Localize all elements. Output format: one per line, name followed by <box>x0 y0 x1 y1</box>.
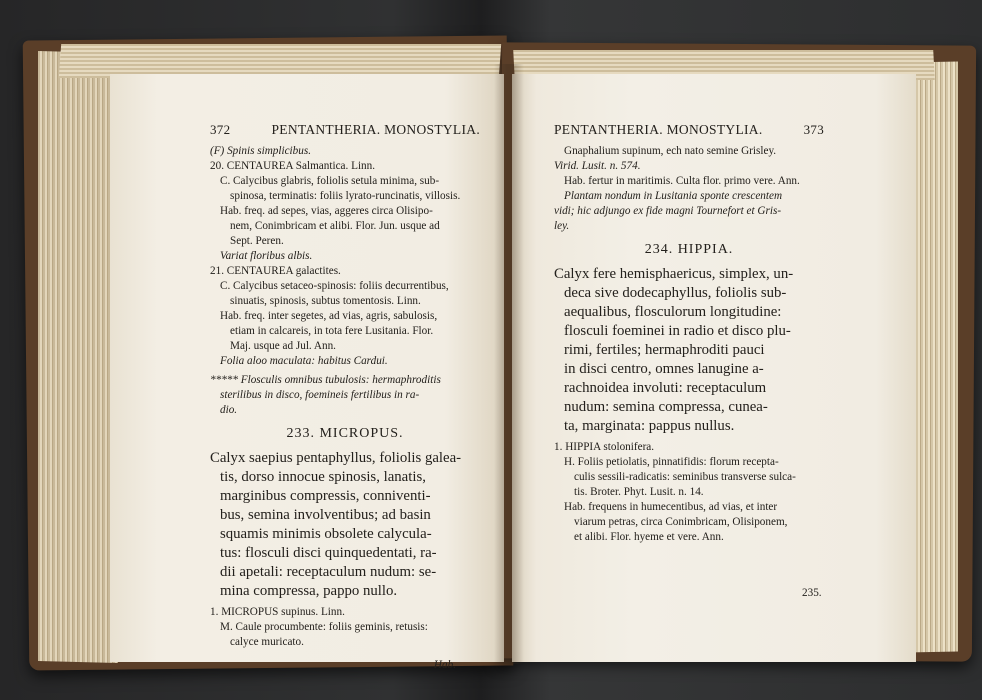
text-line: Plantam nondum in Lusitania sponte crescentem <box>564 190 783 202</box>
species-heading: 1. MICROPUS supinus. Linn. <box>210 606 345 618</box>
text-line: (F) Spinis simplicibus. <box>210 145 311 157</box>
text-line: vidi; hic adjungo ex fide magni Tournefort et Gris- <box>554 205 782 217</box>
text-line: C. Calycibus glabris, foliolis setula minima, sub- <box>220 175 440 187</box>
text-line: Sept. Peren. <box>230 235 284 247</box>
text-line: et alibi. Flor. hyeme et vere. Ann. <box>574 531 724 543</box>
text-line: Gnaphalium supinum, ech nato semine Grisley. <box>564 145 777 157</box>
genus-description-line: Calyx fere hemisphaericus, simplex, un- <box>554 266 794 282</box>
genus-title: 233. MICROPUS. <box>286 426 404 441</box>
species-heading: 21. CENTAUREA galactites. <box>210 265 341 277</box>
genus-description-line: mina compressa, pappo nullo. <box>220 583 398 599</box>
text-line: ley. <box>554 220 570 232</box>
catchword: Hab. <box>433 659 456 671</box>
genus-description-line: decа sive dodecaphyllus, foliolis sub- <box>564 285 787 301</box>
genus-description-line: tus: flosculi disci quinquedentati, ra- <box>220 545 437 561</box>
text-line: Hab. freq. inter segetes, ad vias, agris, sabulosis, <box>220 310 438 322</box>
genus-description-line: squamis minimis obsolete calycula- <box>220 526 432 542</box>
genus-description-line: aequalibus, flosculorum longitudine: <box>564 304 782 320</box>
text-line: Hab. frequens in humecentibus, ad vias, et inter <box>564 501 778 513</box>
right-page-content <box>512 74 824 545</box>
signature-mark: 235. <box>802 587 822 599</box>
genus-description-line: marginibus compressis, conniventi- <box>220 488 431 504</box>
text-line: etiam in calcareis, in tota fere Lusitania. Flor. <box>230 325 434 337</box>
text-line: M. Caule procumbente: foliis geminis, retusis: <box>220 621 428 633</box>
left-page-content <box>110 74 504 673</box>
left-page-number: 372 <box>210 122 231 137</box>
genus-description-line: tis, dorso innocue spinosis, lanatis, <box>220 469 426 485</box>
species-heading: 20. CENTAUREA Salmantica. Linn. <box>210 160 376 172</box>
page-edges-left <box>38 51 118 663</box>
text-line: C. Calycibus setaceo-spinosis: foliis decurrentibus, <box>220 280 449 292</box>
text-line: Folia aloo maculata: habitus Cardui. <box>220 355 388 367</box>
book-gutter <box>494 64 524 664</box>
left-running-head <box>210 122 480 138</box>
genus-description-line: ta, marginata: pappus nullus. <box>564 418 735 434</box>
text-line: Variat floribus albis. <box>220 250 313 262</box>
text-line: spinosa, terminatis: foliis lyrato-runcinatis, villosis. <box>230 190 461 202</box>
text-line: calyce muricato. <box>230 636 304 648</box>
text-line: Maj. usque ad Jul. Ann. <box>230 340 336 352</box>
text-line: Hab. freq. ad sepes, vias, aggeres circa Olisipo- <box>220 205 433 217</box>
right-running-head <box>554 122 824 138</box>
text-line: nem, Conimbricam et alibi. Flor. Jun. usque ad <box>230 220 440 232</box>
genus-title: 234. HIPPIA. <box>644 242 734 257</box>
text-line: culis sessili-radicatis: seminibus transverse sulca- <box>574 471 796 483</box>
genus-description-line: flosculi foeminei in radio et disco plu- <box>564 323 791 339</box>
genus-description-line: Calyx saepius pentaphyllus, foliolis galea- <box>210 450 462 466</box>
right-running-head-text: PENTANTHERIA. MONOSTYLIA. <box>554 122 763 137</box>
right-page-number: 373 <box>803 122 824 137</box>
text-line: H. Foliis petiolatis, pinnatifidis: florum recepta- <box>564 456 779 468</box>
text-line: Virid. Lusit. n. 574. <box>554 160 641 172</box>
text-line: ***** Flosculis omnibus tubulosis: hermaphroditis <box>210 374 441 386</box>
genus-description-line: rachnoidea involuti: receptaculum <box>564 380 767 396</box>
text-line: sterilibus in disco, foemineis fertilibus in ra- <box>220 389 420 401</box>
genus-description-line: in disci centro, omnes lanugine a- <box>564 361 764 377</box>
genus-description-line: rimi, fertiles; hermaphroditi pauci <box>564 342 765 358</box>
genus-description-line: bus, semina involventibus; ad basin <box>220 507 431 523</box>
left-page <box>110 74 504 671</box>
page-edges-top-left <box>59 44 501 78</box>
text-line: sinuatis, spinosis, subtus tomentosis. Linn. <box>230 295 421 307</box>
left-running-head-text: PENTANTHERIA. MONOSTYLIA. <box>271 122 480 137</box>
genus-description-line: nudum: semina compressa, cunea- <box>564 399 768 415</box>
text-line: tis. Broter. Phyt. Lusit. n. 14. <box>574 486 704 498</box>
genus-description-line: dii apetali: receptaculum nudum: se- <box>220 564 437 580</box>
text-line: viarum petras, circa Conimbricam, Olisiponem, <box>574 516 788 528</box>
right-page <box>512 74 916 662</box>
text-line: Hab. fertur in maritimis. Culta flor. primo vere. Ann. <box>564 175 800 187</box>
species-heading: 1. HIPPIA stolonifera. <box>554 441 655 453</box>
text-line: dio. <box>220 404 238 416</box>
